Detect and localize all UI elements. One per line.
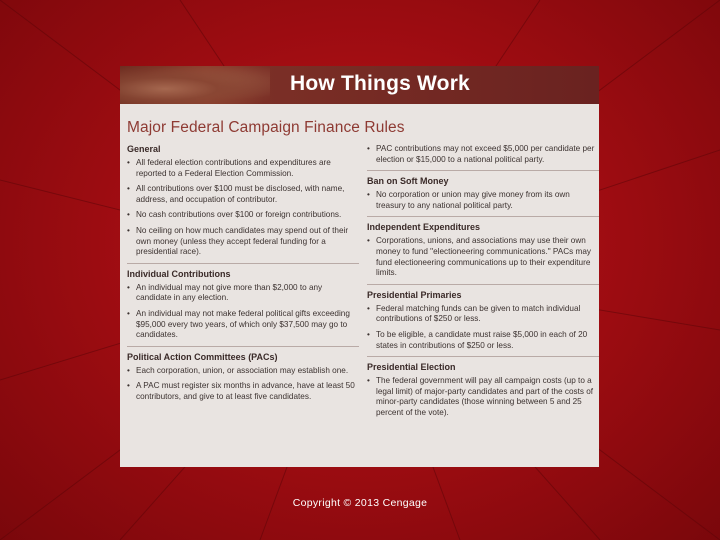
rules-slide-image xyxy=(120,66,599,467)
rule-item: • All contributions over $100 must be disclosed, with name, address, and occupation of contributor. xyxy=(127,184,359,205)
section-divider xyxy=(367,284,599,285)
left-column xyxy=(127,144,359,408)
copyright-text: Copyright © 2013 Cengage xyxy=(292,497,428,509)
rule-item: • A PAC must register six months in advance, have at least 50 contributors, and give to at least five candidates. xyxy=(127,381,359,402)
section-heading: Presidential Primaries xyxy=(367,289,462,300)
rule-item: • An individual may not make federal political gifts exceeding $95,000 every two years, of which only $37,500 may go to candidates. xyxy=(127,309,359,341)
rule-item: • An individual may not give more than $2,000 to any candidate in any election. xyxy=(127,283,359,304)
section-divider xyxy=(367,170,599,171)
right-column xyxy=(367,144,599,424)
rule-item: • To be eligible, a candidate must raise $5,000 in each of 20 states in contributions of $250 or less. xyxy=(367,330,599,351)
rule-item: • No ceiling on how much candidates may spend out of their own money (unless they accept federal funding for a presidential race). xyxy=(127,226,359,258)
section-heading: General xyxy=(127,144,161,154)
rule-item: • Corporations, unions, and associations may use their own money to fund "electioneering communications." PACs may fund electioneering communications up to their expenditure limits. xyxy=(367,236,599,278)
section-divider xyxy=(127,263,359,264)
section-divider xyxy=(367,356,599,357)
handshake-photo xyxy=(120,66,270,104)
rule-item: • The federal government will pay all campaign costs (up to a legal limit) of major-party candidates and part of the costs of minor-party candidates (those winning between 5 and 25 percent of the vote). xyxy=(367,376,599,418)
section-heading: Ban on Soft Money xyxy=(367,176,449,187)
rule-item: • All federal election contributions and expenditures are reported to a Federal Election Commission. xyxy=(127,158,359,179)
banner xyxy=(120,66,599,104)
section-divider xyxy=(367,216,599,217)
banner-title: How Things Work xyxy=(290,72,470,95)
rule-item: • No corporation or union may give money from its own treasury to any national political party. xyxy=(367,190,599,211)
rule-item: • Federal matching funds can be given to match individual contributions of $250 or less. xyxy=(367,304,599,325)
rule-item: • No cash contributions over $100 or foreign contributions. xyxy=(127,210,359,221)
section-divider xyxy=(127,346,359,347)
section-heading: Independent Expenditures xyxy=(367,222,481,233)
rule-item: • PAC contributions may not exceed $5,000 per candidate per election or $15,000 to a national political party. xyxy=(367,144,599,165)
section-heading: Individual Contributions xyxy=(127,268,231,279)
card-title: Major Federal Campaign Finance Rules xyxy=(127,119,405,136)
rule-item: • Each corporation, union, or association may establish one. xyxy=(127,366,359,377)
section-heading: Presidential Election xyxy=(367,362,456,373)
section-heading: Political Action Committees (PACs) xyxy=(127,351,278,362)
